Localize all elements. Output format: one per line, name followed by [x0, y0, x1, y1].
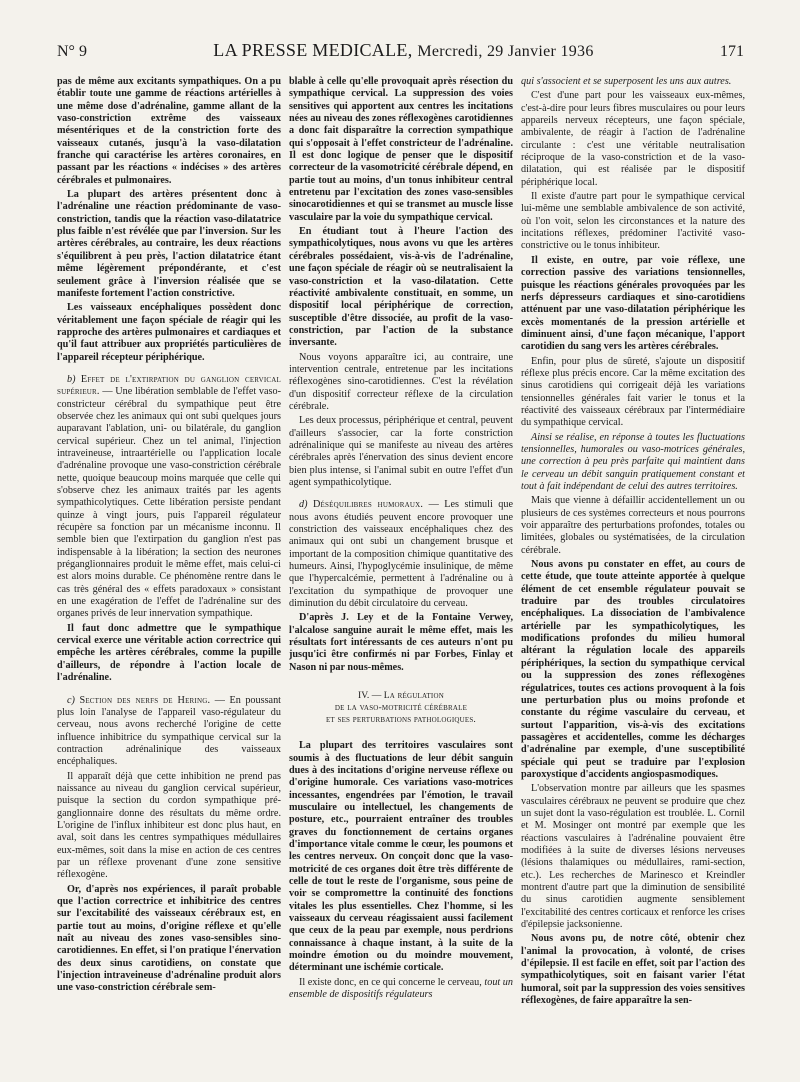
issue-date: Mercredi, 29 Janvier 1936 [417, 43, 594, 60]
section-heading [289, 690, 513, 726]
paragraph: Les vaisseaux encéphaliques possèdent donc véritablement une façon spéciale de réagir qui les rapproche des artères pulmonaires et cardiaques et qu'il faut attribuer aux propriétés particulières de l'appareil récepteur périphérique. [57, 302, 281, 363]
paragraph: pas de même aux excitants sympathiques. On a pu établir toute une gamme de réactions artérielles à une même dose d'adrénaline, gamme allant de la vaso-constriction extrême des vaisseaux mésentériques et de la constriction forte des vaisseaux cutanés, jusqu'à la vaso-dilatation franche qui caractérise les artères coronaires, en passant par les réactions « indécises » des artères cérébrales et pulmonaires. [57, 76, 281, 186]
section-number: IV. — [358, 690, 384, 702]
paragraph: Il faut donc admettre que le sympathique cervical exerce une véritable action correctrice qui empêche les artères cérébrales, comme la pupille d'ailleurs, de répondre à l'action locale de l'adrénaline. [57, 622, 281, 684]
column-2 [289, 76, 513, 1066]
subsection-label: b) [67, 373, 81, 385]
section-heading-line-1 [289, 690, 513, 702]
paragraph-italic: tout un ensemble de dispositifs régulateurs [289, 976, 513, 1001]
column-3 [521, 76, 745, 1066]
paragraph: Mais que vienne à défaillir accidentellement un ou plusieurs de ces systèmes correcteurs et nous pourrons voir apparaître des perturbations profondes, totales ou limitées, globales ou systématisées, de la circulation cérébrale. [521, 495, 745, 556]
column-1 [57, 76, 281, 1066]
paragraph [289, 977, 513, 1002]
paragraph: Il existe d'autre part pour le sympathique cervical lui-même une semblable ambivalence de son activité, où l'on voit, selon les circonstances et la nature des incitations réflexes, prédominer l'activité vaso-constrictive ou le tonus inhibiteur. [521, 191, 745, 252]
subsection-d [289, 499, 513, 610]
paragraph: D'après J. Ley et de la Fontaine Verwey, l'alcalose sanguine aurait le même effet, mais les résultats fort intéressants de ces auteurs n'ont pu jusqu'ici être confirmés ni par Forbes, Finlay et Nason ni par nous-mêmes. [289, 612, 513, 673]
subsection-label: c) [67, 694, 80, 706]
subsection-label: d) [299, 499, 313, 511]
paragraph: Nous avons pu, de notre côté, obtenir chez l'animal la provocation, à volonté, de crises d'épilepsie. Il est facile en effet, soit par l'action des sympathicolytiques, soit en faisant varier l'état humoral, soit par la suppression des voies sensitives réflexogènes, de faire apparaître la sen- [521, 933, 745, 1007]
subsection-text: — Une libération semblable de l'effet vaso-constricteur cérébral du sympathique peut être observée chez les animaux qui ont subi quelques jours auparavant l'ablation, uni- ou bilatérale, du ganglion cervical supérieur. Chez un tel animal, l'injection intraveineuse, intraartérielle ou l'application locale d'adrénaline provoque une vaso-constriction cérébrale nette, quoique beaucoup moins marquée que celle qui s'observe chez les animaux traités par les agents sympathicolytiques. Cette libération persiste pendant quinze à vingt jours, puis l'appareil régulateur récupère sa fonction par un mécanisme inconnu. Il semble bien que l'extirpation du ganglion n'est pas indispensable à la libération; la section des neurones préganglionnaires produit le même effet, mais celui-ci est alors moins durable. Ce phénomène rentre dans le cas très général des « effets paradoxaux » consistant en une exagération de l'effet de l'adrénaline sur des organes privés de leur innervation sympathique. [57, 386, 281, 620]
paragraph: En étudiant tout à l'heure l'action des sympathicolytiques, nous avons vu que les artères cérébrales possédaient, vis-à-vis de l'adrénaline, une façon spéciale de réagir où se neutralisaient la vaso-constriction et la vaso-dilatation. Cette réactivité ambivalente constituait, en somme, un dispositif local périphérique de correction, susceptible d'être dissociée, au profit de la vaso-constriction, par l'action de la substance inversante. [289, 226, 513, 349]
paragraph: Nous avons pu constater en effet, au cours de cette étude, que toute atteinte apportée à quelque élément de cet ensemble régulateur pouvait se traduire par des troubles circulatoires encéphaliques. La dissociation de l'ambivalence artérielle par les sympathicolytiques, les modifications profondes du milieu humoral altérant la régulation locale des appareils périphériques, la section du sympathique cervical ou la suppression des zones réflexogènes régulatrices, toutes ces actions provoquent à la fois une perturbation plus ou moins profonde et constante du régime vasculaire du cerveau, et surtout l'apparition, vis-à-vis des excitations passagères et accidentelles, comme les décharges d'adrénaline par exemple, d'une susceptibilité spéciale qui peut se traduire par l'explosion paroxystique d'accidents angiospasmodiques. [521, 559, 745, 780]
subsection-b [57, 374, 281, 621]
subsection-text: — En poussant plus loin l'analyse de l'appareil vaso-régulateur du cerveau, nous avons recherché l'origine de cette influence inhibitrice du sympathique cervical sur la contraction adrénalinique des vaisseaux encéphaliques. [57, 694, 281, 768]
paragraph: La plupart des artères présentent donc à l'adrénaline une réaction prédominante de vaso-constriction, tandis que la réaction vaso-dilatatrice plus faible n'est révélée que par l'inversion. Sur les artères cérébrales, au contraire, les deux réactions s'équilibrent à peu près, l'action dilatatrice étant même légèrement prépondérante, et c'est seulement grâce à l'inversion réalisée que se manifeste fortement l'action constrictive. [57, 189, 281, 299]
paragraph: qui s'associent et se superposent les uns aux autres. [521, 76, 732, 87]
paragraph: Ainsi se réalise, en réponse à toutes les fluctuations tensionnelles, humorales ou vaso-motrices générales, une correction à peu près parfaite qui maintient dans le cerveau un débit sanguin pratiquement constant et tout à fait indépendant de celui des autres territoires. [521, 431, 745, 492]
issue-number: N° 9 [57, 43, 87, 60]
paragraph: Il existe, en outre, par voie réflexe, une correction passive des variations tensionnelles, puisque les réactions générales provoquées par les nerfs dépresseurs cardiaques et sino-carotidiens atténuent par une vaso-dilatation périphérique les excès momentanés de la pression artérielle et diminuent ainsi, d'une façon mécanique, l'apport carotidien du sang vers les artères cérébrales. [521, 254, 745, 353]
journal-title-line [213, 40, 593, 61]
paragraph: Enfin, pour plus de sûreté, s'ajoute un dispositif réflexe plus précis encore. Car la même excitation des sinus carotidiens qui corrigeait déjà les variations tensionnelles générales fait varier le tonus et la réactivité des vaisseaux cérébraux par l'intermédiaire du sympathique cervical. [521, 355, 745, 429]
subsection-heading: Section des nerfs de Hering. [79, 694, 211, 706]
article-body [57, 76, 745, 1066]
paragraph: blable à celle qu'elle provoquait après résection du sympathique cervical. La suppression des voies sensitives qui apportent aux centres les incitations nées au niveau des zones réflexogènes carotidiennes a donc fait disparaître la correction sympathique qui s'opposait à l'effet constricteur de l'adrénaline. Il est donc logique de penser que le dispositif correcteur de la vasomotricité cérébrale dépend, en partie tout au moins, d'un tonus inhibiteur central entretenu par l'excitation des zones vaso-sensibles sinocarotidiennes et qui se transmet au muscle lisse vasculaire par la voie du sympathique cervical. [289, 76, 513, 223]
paragraph-text: Il existe donc, en ce qui concerne le cerveau, [299, 976, 485, 988]
subsection-heading: Déséquilibres humoraux. [312, 499, 424, 511]
paragraph: C'est d'une part pour les vaisseaux eux-mêmes, c'est-à-dire pour leurs fibres musculaires ou pour leurs appareils nerveux récepteurs, une façon spéciale, ambivalente, de réagir à l'action de l'adrénaline circulante : c'est une véritable neutralisation réciproque de la vaso-constriction et de la vaso-dilatation, qui est réalisée par le dispositif périphérique local. [521, 90, 745, 188]
paragraph: Nous voyons apparaître ici, au contraire, une intervention centrale, entretenue par les incitations réflexogènes sino-carotidiennes. C'est la révélation d'un dispositif correcteur réflexe de la circulation cérébrale. [289, 351, 513, 412]
section-heading-line-2: de la vaso-motricité cérébrale [334, 702, 468, 714]
paragraph: Il apparaît déjà que cette inhibition ne prend pas naissance au niveau du ganglion cervical supérieur, puisque la section du cordon sympathique pré-ganglionnaire donne des résultats du même ordre. L'origine de l'influx inhibiteur est donc plus haut, en aval, soit dans les centres sympathiques médullaires eux-mêmes, soit dans la mise en action de ces centres par un réflexe provenant d'une zone sensitive réflexogène. [57, 770, 281, 881]
section-title: La régulation [383, 690, 444, 702]
paragraph: L'observation montre par ailleurs que les spasmes vasculaires cérébraux ne peuvent se produire que chez un sujet dont la vaso-régulation est troublée. L. Cornil et M. Mosinger ont montré par exemple que les réactions vasculaires à l'adrénaline pouvaient être modifiées à la suite de diverses lésions nerveuses (lésions thalamiques ou médullaires, rami-section, etc.). Les recherches de Marinesco et Kreindler montrent d'autre part que la diminution de sensibilité du sinus carotidien augmente sensiblement l'excitabilité des centres corticaux et renforce les crises d'épilepsie jacksonienne. [521, 783, 745, 931]
subsection-text: — Les stimuli que nous avons étudiés peuvent encore provoquer une constriction des vaisseaux encéphaliques chez des animaux qui ont subi un changement brusque et important de la composition chimique quantitative des humeurs. Ainsi, l'hypoglycémie insulinique, de même que l'hypercalcémie, permettent à l'adrénaline ou à l'excitation du sympathique de provoquer une diminution du débit circulatoire du cerveau. [289, 499, 513, 610]
subsection-c [57, 695, 281, 769]
journal-name: LA PRESSE MEDICALE, [213, 40, 413, 60]
subsection-heading: Effet de l'extirpation du ganglion cervical supérieur. [57, 373, 281, 398]
paragraph: Or, d'après nos expériences, il paraît probable que l'action correctrice et inhibitrice des centres sur l'excitabilité des vaisseaux cérébraux est, en partie tout au moins, d'origine réflexe et qu'elle naît au niveau des zones vaso-sensibles sino-carotidiennes. En effet, si l'on pratique l'énervation des deux sinus carotidiens, on constate que l'injection intraveineuse d'adrénaline produit alors une vaso-constriction cérébrale sem- [57, 883, 281, 994]
paragraph: La plupart des territoires vasculaires sont soumis à des fluctuations de leur débit sanguin dues à des incitations d'origine nerveuse réflexe ou d'origine humorale. Ces variations vaso-motrices incessantes, engendrées par l'émotion, le travail musculaire ou intellectuel, les changements de posture, etc., pourraient entraîner des troubles graves du fonctionnement de certains organes d'importance vitale comme le cœur, les poumons et les centres nerveux. On conçoit donc que la vaso-motricité de ces organes doit être très différente de celle de tout le reste de l'organisme, sous peine de voir se compromettre la continuité des fonctions vitales les plus essentielles. Chez l'homme, si les vaisseaux du cerveau réagissaient aussi facilement que ceux de la peau par exemple, nous perdrions connaissance à chaque instant, à la suite de la moindre émotion ou du moindre mouvement, déterminant une ischémie corticale. [289, 740, 513, 974]
page-number: 171 [719, 43, 744, 60]
section-heading-line-3: et ses perturbations pathologiques. [325, 714, 477, 726]
paragraph: Les deux processus, périphérique et central, peuvent d'ailleurs s'associer, car la forte constriction adrénalinique qui se manifeste au niveau des artères cérébrales après l'énervation des sinus devient encore bien plus intense, si l'animal subit en outre l'effet d'un agent sympathicolytique. [289, 415, 513, 488]
page-header [57, 40, 744, 68]
